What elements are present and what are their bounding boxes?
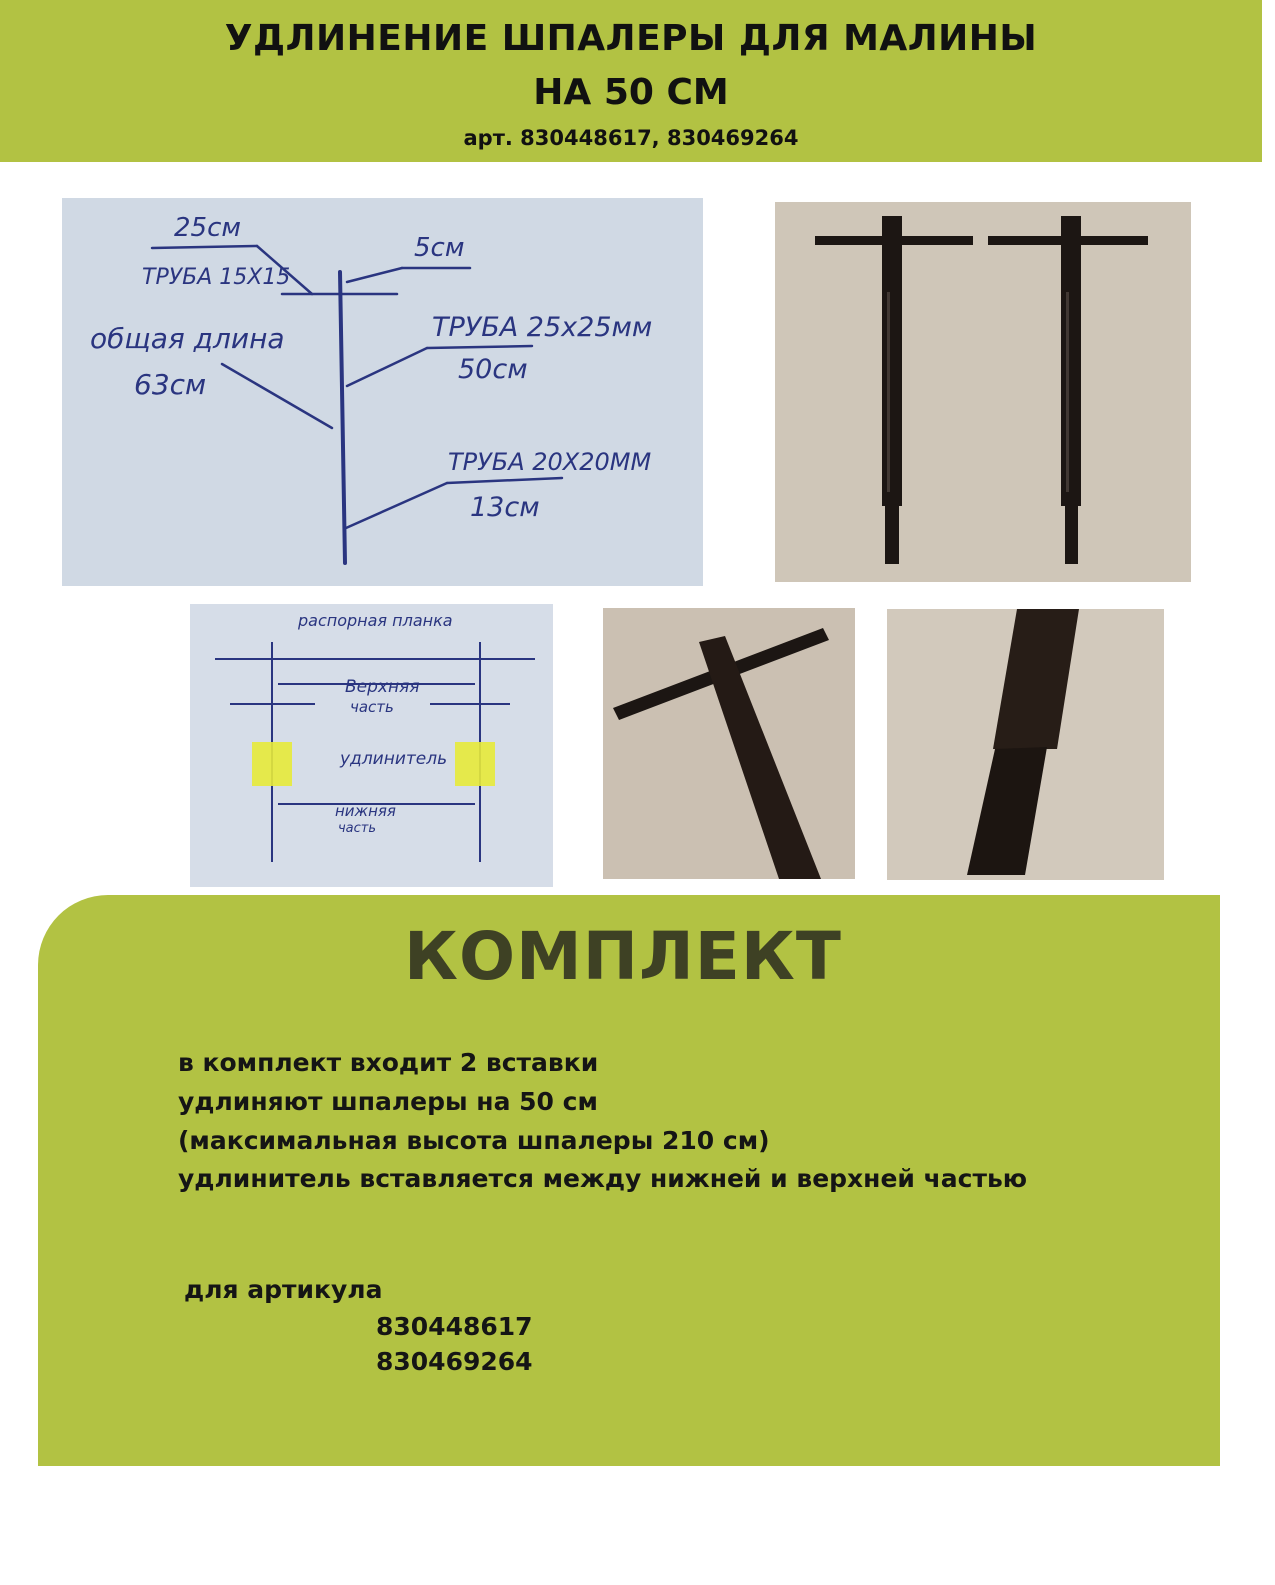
sketch1-top-offset: 5см (414, 233, 465, 263)
sketch2-lower2: часть (338, 821, 377, 836)
sketch2-upper2: часть (350, 698, 394, 716)
kit-line: (максимальная высота шпалеры 210 см) (178, 1126, 770, 1155)
kit-line: в комплект входит 2 вставки (178, 1048, 599, 1077)
dimension-sketch (62, 198, 703, 586)
sketch2-spacer: распорная планка (298, 611, 453, 630)
sketch2-lower: нижняя (335, 802, 396, 820)
installation-sketch (190, 604, 553, 887)
sketch1-top-pipe: ТРУБА 15Х15 (142, 265, 291, 290)
kit-title: КОМПЛЕКТ (404, 918, 842, 995)
article-numbers: арт. 830448617, 830469264 (463, 126, 799, 150)
tee-closeup-photo (603, 608, 855, 879)
sketch1-total-value: 63см (134, 368, 207, 401)
sketch1-bottom-pipe: ТРУБА 20Х20ММ (448, 448, 652, 476)
article-number: 830469264 (376, 1347, 533, 1376)
sketch2-upper: Верхняя (345, 677, 420, 697)
extenders-photo (775, 202, 1191, 582)
joint-closeup-photo (887, 609, 1164, 880)
sketch1-top-length: 25см (174, 213, 241, 243)
kit-line: удлиняют шпалеры на 50 см (178, 1087, 598, 1116)
article-number: 830448617 (376, 1312, 533, 1341)
sketch1-bottom-length: 13см (470, 492, 540, 523)
for-articles-label: для артикула (184, 1275, 383, 1304)
sketch1-main-pipe: ТРУБА 25х25мм (432, 312, 653, 343)
page-title: УДЛИНЕНИЕ ШПАЛЕРЫ ДЛЯ МАЛИНЫ (224, 18, 1038, 59)
sketch1-total-label: общая длина (90, 322, 285, 355)
kit-line: удлинитель вставляется между нижней и верхней частью (178, 1164, 1028, 1193)
page-subtitle: НА 50 СМ (533, 72, 729, 113)
sketch2-extender: удлинитель (340, 749, 448, 769)
sketch1-main-length: 50см (458, 354, 528, 385)
